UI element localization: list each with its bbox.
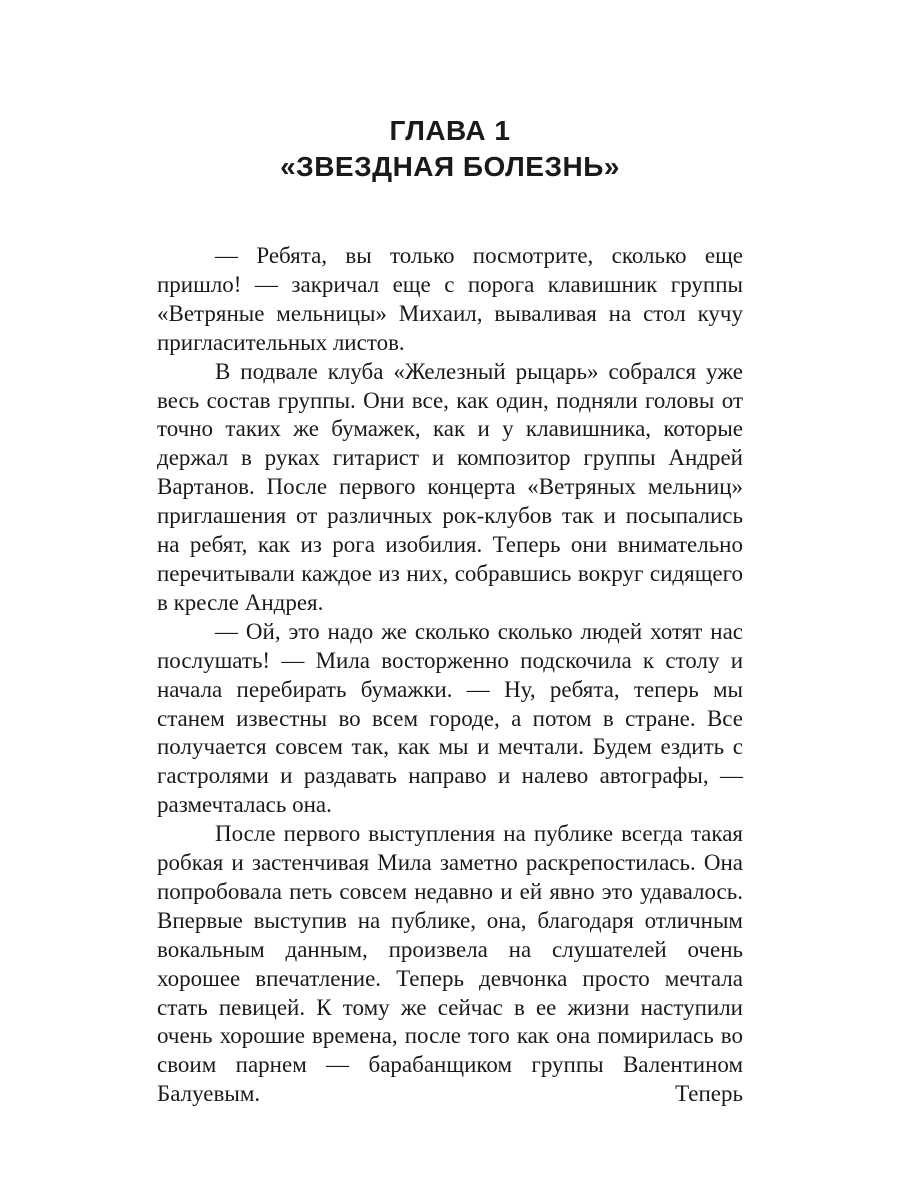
paragraph: В подвале клуба «Железный рыцарь» собрался уже весь состав группы. Они все, как один, подняли головы от точно таких же бумажек, как и у клавишника, которые держал в руках гитарист и композитор группы Андрей Вартанов. После первого концерта «Ветряных мельниц» приглашения от различных рок-клубов так и посыпались на ребят, как из рога изобилия. Теперь они внимательно перечитывали каждое из них, собравшись вокруг сидящего в кресле Андрея.: [157, 358, 743, 615]
chapter-heading: [0, 113, 900, 185]
chapter-number: ГЛАВА 1: [389, 115, 511, 146]
paragraph: — Ребята, вы только посмотрите, сколько еще пришло! — закричал еще с порога клавишник группы «Ветряные мельницы» Михаил, вываливая на стол кучу пригласительных листов.: [157, 243, 743, 355]
paragraph: — Ой, это надо же сколько сколько людей хотят нас послушать! — Мила восторженно подскочила к столу и начала перебирать бумажки. — Ну, ребята, теперь мы станем известны во всем городе, а потом в стране. Все получается совсем так, как мы и мечтали. Будем ездить с гастролями и раздавать направо и налево автографы, — размечталась она.: [157, 618, 743, 818]
chapter-text: [157, 242, 743, 1109]
chapter-title: «ЗВЕЗДНАЯ БОЛЕЗНЬ»: [280, 151, 620, 182]
paragraph: После первого выступления на публике всегда такая робкая и застенчивая Мила заметно раскрепостилась. Она попробовала петь совсем недавно и ей явно это удавалось. Впервые выступив на публике, она, благодаря отличным вокальным данным, произвела на слушателей очень хорошее впечатление. Теперь девчонка просто мечтала стать певицей. К тому же сейчас в ее жизни наступили очень хорошие времена, после того как она помирилась во своим парнем — барабанщиком группы Валентином Балуевым. Теперь: [157, 821, 743, 1107]
